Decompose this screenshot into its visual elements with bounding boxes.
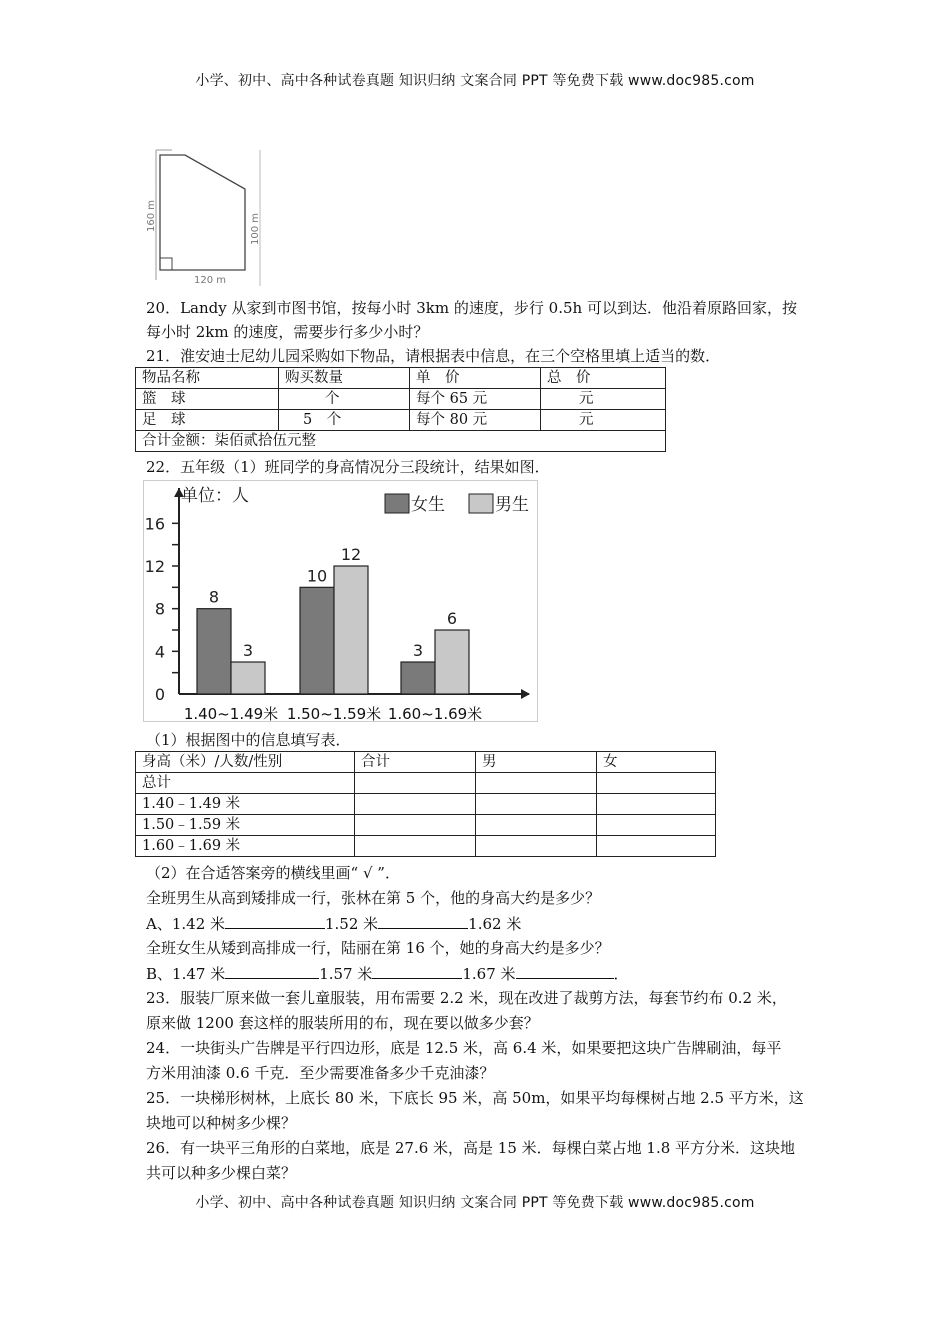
q20-line1: 20．Landy 从家到市图书馆，按每小时 3km 的速度，步行 0.5h 可以到达．他沿着原路回家，按 — [146, 299, 797, 317]
answer-blank[interactable] — [225, 912, 325, 929]
bar — [300, 587, 334, 694]
option-label: 1.67 米 — [462, 965, 516, 983]
figure-label-right: 100 m — [250, 212, 261, 246]
q23-line1: 23．服装厂原来做一套儿童服装，用布需要 2.2 米，现在改进了裁剪方法，每套节约布 0.2 米， — [146, 989, 787, 1007]
table-cell: 合计 — [355, 752, 476, 773]
table-cell: 1.60﹣1.69 米 — [136, 836, 355, 857]
bar-value-label: 8 — [208, 587, 220, 607]
table-cell: 身高（米）/人数/性别 — [136, 752, 355, 773]
table-cell: 1.50﹣1.59 米 — [136, 815, 355, 836]
q26-line1: 26．有一块平三角形的白菜地，底是 27.6 米，高是 15 米．每棵白菜占地 1.8 平方分米．这块地 — [146, 1139, 796, 1157]
q24-line2: 方米用油漆 0.6 千克．至少需要准备多少千克油漆？ — [146, 1064, 495, 1082]
q22-answer-b — [146, 962, 629, 984]
table-row — [136, 794, 716, 815]
table-cell[interactable] — [355, 836, 476, 857]
table-cell: 元 — [541, 389, 666, 410]
option-label: 1.62 米 — [468, 915, 522, 933]
y-tick-label: 8 — [154, 599, 165, 619]
page-footer: 小学、初中、高中各种试卷真题 知识归纳 文案合同 PPT 等免费下载 www.doc985.com — [195, 1195, 755, 1211]
bar-value-label: 10 — [306, 566, 328, 586]
table-row — [136, 389, 666, 410]
trapezoid-figure — [140, 146, 266, 288]
y-tick-label: 12 — [144, 557, 165, 576]
table-cell[interactable] — [355, 773, 476, 794]
table-cell: 总计 — [136, 773, 355, 794]
table-cell[interactable] — [597, 794, 716, 815]
bar — [231, 662, 265, 694]
legend-swatch — [385, 494, 409, 513]
table-cell[interactable] — [476, 815, 597, 836]
table-cell[interactable] — [355, 794, 476, 815]
table-cell: 个 — [279, 389, 410, 410]
table-cell: 女 — [597, 752, 716, 773]
q24-line1: 24．一块街头广告牌是平行四边形，底是 12.5 米，高 6.4 米，如果要把这块广告牌刷油，每平 — [146, 1039, 782, 1057]
table-cell: 每个 80 元 — [410, 410, 541, 431]
y-tick-label: 4 — [154, 642, 165, 662]
legend-swatch — [469, 494, 493, 513]
table-row — [136, 368, 666, 389]
table-cell: 购买数量 — [279, 368, 410, 389]
table-row — [136, 410, 666, 431]
q22-sub1: （1）根据图中的信息填写表． — [146, 731, 351, 749]
table-cell: 每个 65 元 — [410, 389, 541, 410]
x-category-label: 1.40~1.49米 — [183, 705, 279, 722]
y-tick-label: 16 — [144, 514, 165, 534]
q23-line2: 原来做 1200 套这样的服装所用的布，现在要以做多少套？ — [146, 1014, 539, 1032]
bar-value-label: 3 — [412, 641, 424, 660]
option-label: A、1.42 米 — [146, 915, 225, 933]
bar — [197, 609, 231, 694]
x-category-label: 1.60~1.69米 — [387, 705, 483, 722]
answer-blank[interactable] — [516, 962, 614, 979]
q21-text: 21．淮安迪士尼幼儿园采购如下物品，请根据表中信息，在三个空格里填上适当的数． — [146, 347, 721, 365]
table-cell[interactable] — [597, 836, 716, 857]
q22-question-b: 全班女生从矮到高排成一行，陆丽在第 16 个，她的身高大约是多少？ — [146, 939, 610, 957]
answer-blank[interactable] — [378, 912, 468, 929]
q21-table — [135, 367, 666, 452]
y-tick-label: 0 — [154, 685, 165, 704]
table-row — [136, 752, 716, 773]
table-cell: 单 价 — [410, 368, 541, 389]
option-label: 1.52 米 — [325, 915, 379, 933]
option-label: 1.57 米 — [319, 965, 373, 983]
bar-value-label: 6 — [446, 609, 458, 628]
table-row — [136, 773, 716, 794]
q20-line2: 每小时 2km 的速度，需要步行多少小时？ — [146, 323, 429, 341]
table-cell: 男 — [476, 752, 597, 773]
table-cell: 5 个 — [279, 410, 410, 431]
table-cell: 元 — [541, 410, 666, 431]
table-cell[interactable] — [355, 815, 476, 836]
table-cell[interactable] — [597, 815, 716, 836]
bar — [435, 630, 469, 694]
q22-sub2: （2）在合适答案旁的横线里画“ √ ”． — [146, 864, 400, 882]
answer-blank[interactable] — [225, 962, 319, 979]
legend-label: 男生 — [495, 495, 529, 515]
legend-label: 女生 — [411, 495, 445, 515]
option-label: B、1.47 米 — [146, 965, 226, 983]
table-cell: 1.40﹣1.49 米 — [136, 794, 355, 815]
q26-line2: 共可以种多少棵白菜？ — [146, 1164, 297, 1182]
page-header: 小学、初中、高中各种试卷真题 知识归纳 文案合同 PPT 等免费下载 www.doc985.com — [195, 73, 755, 89]
q22-answer-a — [146, 912, 521, 934]
table-cell: 物品名称 — [136, 368, 279, 389]
bar-value-label: 3 — [242, 641, 254, 660]
table-cell[interactable] — [476, 773, 597, 794]
unit-label: 单位：人 — [181, 486, 249, 506]
bar-value-label: 12 — [340, 545, 362, 564]
table-row — [136, 836, 716, 857]
table-cell[interactable] — [597, 773, 716, 794]
table-cell[interactable] — [476, 794, 597, 815]
bar — [401, 662, 435, 694]
x-category-label: 1.50~1.59米 — [286, 705, 382, 722]
figure-label-bottom: 120 m — [193, 275, 227, 286]
table-cell: 总 价 — [541, 368, 666, 389]
table-cell: 合计金额：柒佰贰拾伍元整 — [136, 431, 666, 452]
q22-text: 22．五年级（1）班同学的身高情况分三段统计，结果如图． — [146, 458, 550, 476]
q25-line1: 25．一块梯形树林，上底长 80 米，下底长 95 米，高 50m，如果平均每棵树占地 2.5 平方米，这 — [146, 1089, 804, 1107]
q22-table — [135, 751, 716, 857]
bar — [334, 566, 368, 694]
q22-question-a: 全班男生从高到矮排成一行，张林在第 5 个，他的身高大约是多少？ — [146, 889, 601, 907]
table-cell: 足 球 — [136, 410, 279, 431]
table-row — [136, 815, 716, 836]
answer-blank[interactable] — [372, 962, 462, 979]
table-row — [136, 431, 666, 452]
table-cell: 篮 球 — [136, 389, 279, 410]
table-cell[interactable] — [476, 836, 597, 857]
option-label: ． — [613, 965, 629, 983]
figure-label-left: 160 m — [146, 199, 157, 233]
height-bar-chart — [143, 480, 538, 722]
q25-line2: 块地可以种树多少棵？ — [146, 1114, 297, 1132]
